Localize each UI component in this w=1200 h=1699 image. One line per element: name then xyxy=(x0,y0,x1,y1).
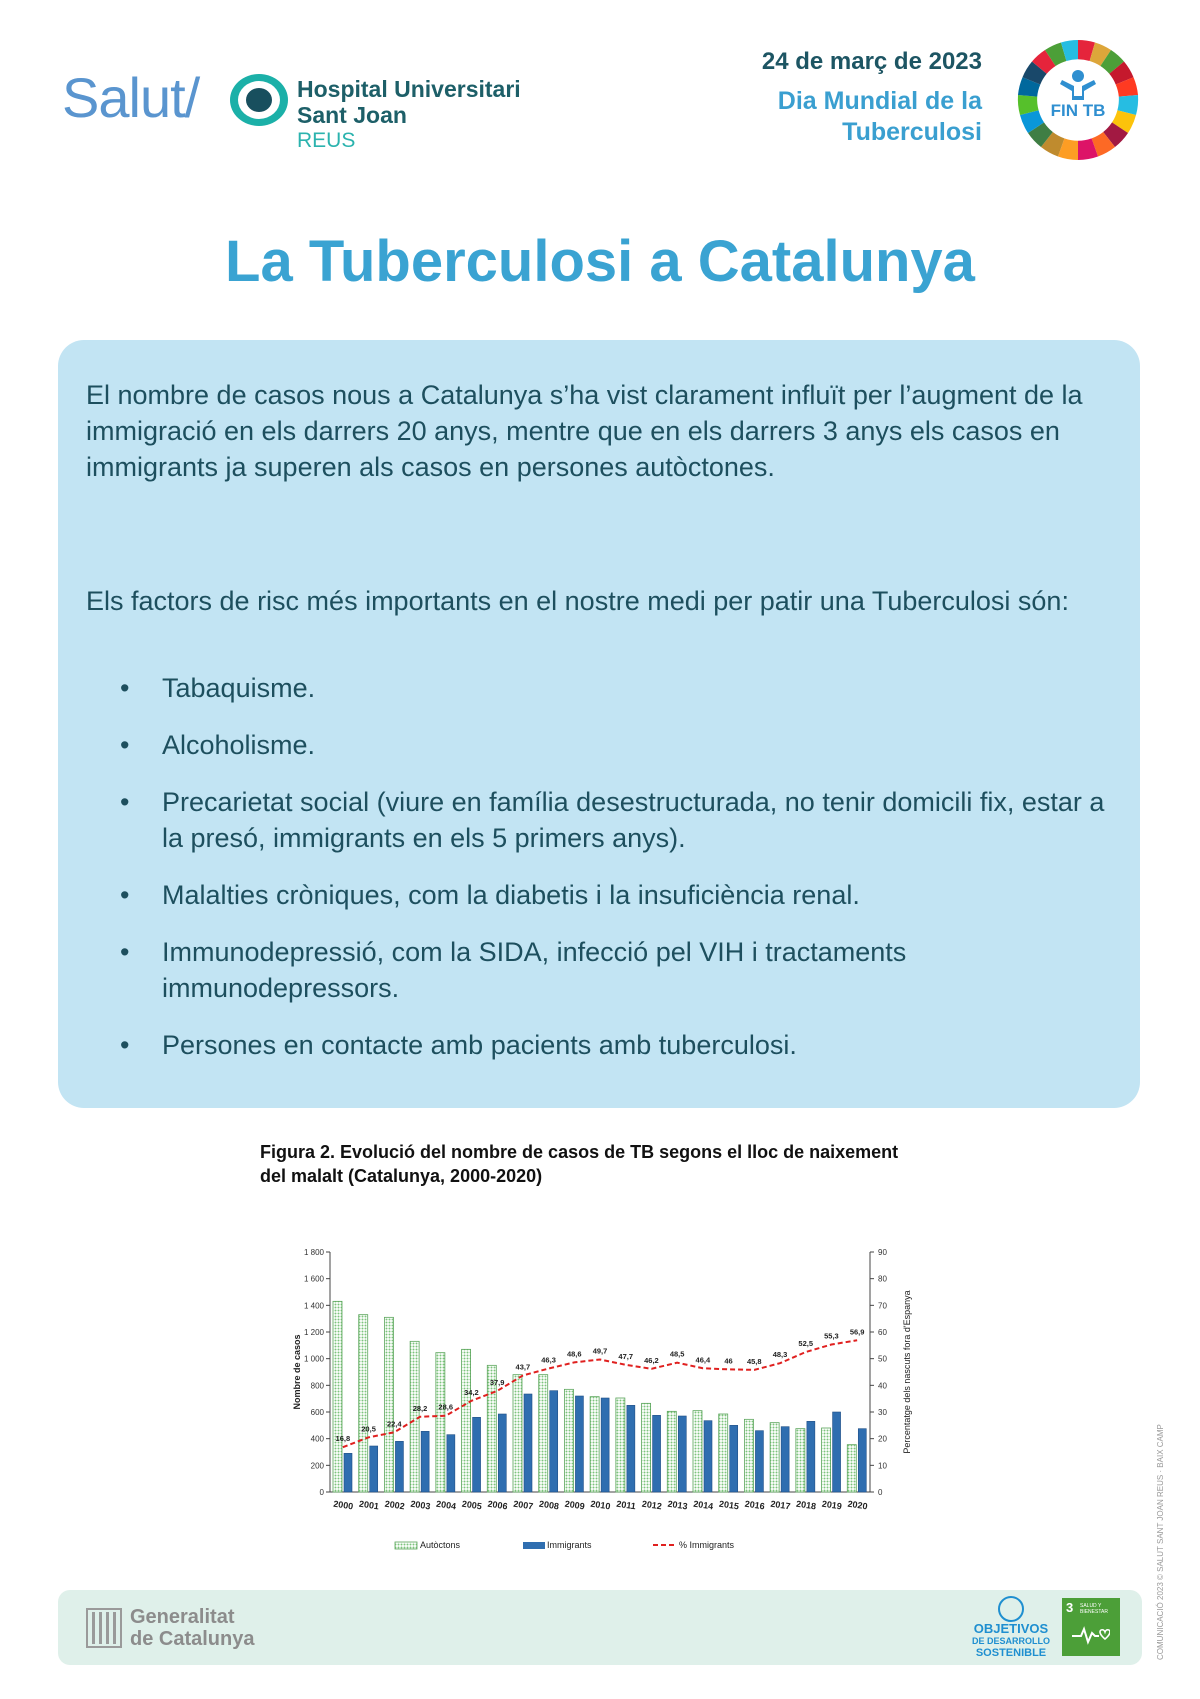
data-label-pct: 48,3 xyxy=(772,1350,788,1360)
legend-label-autoctons: Autòctons xyxy=(420,1540,461,1550)
bar-immigrants xyxy=(498,1414,506,1492)
list-item xyxy=(86,784,1126,856)
risk-factor-text: Precarietat social (viure en família desestructurada, no tenir domicili fix, estar a la presó, immigrants en els 5 primers anys). xyxy=(162,787,1105,853)
x-tick-label: 2004 xyxy=(435,1498,457,1512)
data-label-pct: 56,9 xyxy=(849,1327,865,1337)
bar-immigrants xyxy=(678,1416,686,1492)
data-label-pct: 49,7 xyxy=(592,1346,608,1356)
x-tick-label: 2020 xyxy=(846,1498,869,1512)
bar-immigrants xyxy=(601,1398,609,1492)
generalitat-line-2: de Catalunya xyxy=(130,1628,255,1650)
data-label-pct: 52,5 xyxy=(798,1339,814,1348)
bullet-icon: • xyxy=(120,730,130,760)
x-tick-label: 2005 xyxy=(461,1498,483,1512)
event-title-line-1: Dia Mundial de la xyxy=(777,87,982,115)
y-tick-label: 1 000 xyxy=(303,1354,324,1364)
bar-immigrants xyxy=(730,1425,738,1492)
y-tick-label: 0 xyxy=(319,1488,324,1497)
data-label-pct: 45,8 xyxy=(746,1356,762,1366)
risk-factor-text: Immunodepressió, com la SIDA, infecció pel VIH i tractaments immunodepressors. xyxy=(162,937,907,1003)
legend-label-pct: % Immigrants xyxy=(679,1540,735,1550)
y-tick-label: 1 800 xyxy=(303,1248,324,1257)
bar-autoctons xyxy=(384,1317,393,1492)
bar-autoctons xyxy=(564,1389,573,1492)
bar-immigrants xyxy=(395,1441,403,1492)
sdg-fin-tb-wheel-icon xyxy=(1016,38,1140,162)
figure-caption xyxy=(260,1140,980,1188)
bar-autoctons xyxy=(616,1398,625,1492)
event-title xyxy=(778,86,982,148)
risk-factors-intro: Els factors de risc més importants en el nostre medi per patir una Tuberculosi són: xyxy=(86,586,1069,616)
risk-factor-text: Persones en contacte amb pacients amb tuberculosi. xyxy=(162,1030,797,1060)
list-item xyxy=(86,1027,1126,1063)
bar-autoctons xyxy=(333,1301,342,1492)
y2-tick-label: 60 xyxy=(878,1328,887,1337)
ods-logo xyxy=(961,1596,1061,1658)
sdg3-label: SALUD Y BIENESTAR xyxy=(1080,1603,1108,1615)
y2-tick-label: 20 xyxy=(878,1434,887,1444)
bar-immigrants xyxy=(755,1431,763,1492)
x-tick-label: 2001 xyxy=(358,1498,380,1512)
x-tick-label: 2009 xyxy=(564,1498,586,1512)
bar-autoctons xyxy=(822,1428,831,1492)
legend-swatch-immigrants xyxy=(523,1542,545,1549)
x-tick-label: 2018 xyxy=(795,1498,817,1512)
x-tick-label: 2003 xyxy=(409,1498,432,1512)
y-tick-label: 1 600 xyxy=(303,1274,324,1284)
bar-autoctons xyxy=(462,1349,471,1492)
data-label-pct: 28,6 xyxy=(438,1402,454,1412)
risk-factor-text: Alcoholisme. xyxy=(162,730,316,760)
page-title: La Tuberculosi a Catalunya xyxy=(225,229,975,294)
y-tick-label: 800 xyxy=(310,1381,324,1391)
bar-immigrants xyxy=(704,1421,712,1492)
y2-tick-label: 70 xyxy=(878,1301,887,1311)
event-date: 24 de març de 2023 xyxy=(761,48,982,75)
tb-cases-chart xyxy=(280,1240,920,1570)
side-note-text: COMUNICACIÓ 2023 © SALUT SANT JOAN REUS · BAIX CAMP xyxy=(1156,1424,1165,1660)
x-tick-label: 2012 xyxy=(641,1498,663,1512)
ods-line-3: SOSTENIBLE xyxy=(975,1647,1047,1659)
y2-tick-label: 80 xyxy=(878,1274,887,1284)
bar-immigrants xyxy=(627,1405,635,1492)
bar-immigrants xyxy=(833,1412,841,1492)
footer xyxy=(58,1590,1142,1665)
data-label-pct: 28,2 xyxy=(412,1403,428,1413)
hospital-line-2: Sant Joan xyxy=(297,102,407,128)
list-item xyxy=(86,877,1126,913)
y2-tick-label: 50 xyxy=(878,1354,887,1364)
bar-immigrants xyxy=(781,1427,789,1492)
risk-factor-text: Tabaquisme. xyxy=(162,673,316,703)
x-tick-label: 2000 xyxy=(332,1498,354,1512)
y-tick-label: 1 200 xyxy=(303,1328,324,1337)
sdg3-number: 3 xyxy=(1066,1600,1074,1615)
bar-autoctons xyxy=(436,1353,445,1492)
data-label-pct: 48,5 xyxy=(669,1349,685,1359)
hospital-logo-icon xyxy=(228,72,290,128)
bar-autoctons xyxy=(642,1403,651,1492)
generalitat-name xyxy=(130,1606,254,1650)
bar-immigrants xyxy=(473,1417,481,1492)
legend-swatch-autoctons xyxy=(395,1542,417,1549)
x-tick-label: 2008 xyxy=(538,1498,560,1512)
y-axis-label: Nombre de casos xyxy=(292,1334,302,1410)
bar-immigrants xyxy=(524,1394,532,1492)
bar-immigrants xyxy=(344,1453,352,1492)
data-label-pct: 46,2 xyxy=(644,1355,659,1365)
bar-immigrants xyxy=(807,1421,815,1492)
bullet-icon: • xyxy=(120,937,130,967)
data-label-pct: 46,4 xyxy=(695,1355,711,1365)
x-tick-label: 2019 xyxy=(821,1498,843,1512)
hospital-name xyxy=(297,76,521,154)
figure-caption-line-2: del malalt (Catalunya, 2000-2020) xyxy=(260,1166,543,1186)
y2-tick-label: 90 xyxy=(878,1248,887,1257)
x-tick-label: 2013 xyxy=(666,1498,689,1512)
data-label-pct: 46,3 xyxy=(541,1355,556,1365)
bar-autoctons xyxy=(796,1429,805,1492)
bar-immigrants xyxy=(858,1429,866,1492)
y-tick-label: 1 400 xyxy=(303,1301,324,1311)
bar-autoctons xyxy=(513,1375,522,1492)
hospital-line-1: Hospital Universitari xyxy=(297,76,521,102)
data-label-pct: 48,6 xyxy=(566,1349,582,1359)
y2-tick-label: 40 xyxy=(878,1381,887,1391)
salut-brand: Salut/ xyxy=(62,66,200,129)
generalitat-logo-icon xyxy=(86,1608,122,1648)
y-tick-label: 600 xyxy=(310,1408,324,1417)
bar-autoctons xyxy=(693,1411,702,1492)
bar-immigrants xyxy=(575,1396,583,1492)
x-tick-label: 2017 xyxy=(769,1498,792,1512)
bullet-icon: • xyxy=(120,880,130,910)
x-tick-label: 2002 xyxy=(384,1498,406,1512)
bullet-icon: • xyxy=(120,787,130,817)
bar-autoctons xyxy=(719,1414,728,1492)
fin-tb-logo-text: FIN TB xyxy=(1050,101,1106,120)
bar-immigrants xyxy=(653,1415,661,1492)
info-box xyxy=(58,340,1140,1108)
data-label-pct: 16,8 xyxy=(335,1434,351,1444)
bar-autoctons xyxy=(410,1341,419,1492)
y-tick-label: 200 xyxy=(310,1461,324,1471)
y2-tick-label: 10 xyxy=(878,1461,887,1471)
bar-immigrants xyxy=(550,1391,558,1492)
list-item xyxy=(86,727,1126,763)
data-label-pct: 43,7 xyxy=(515,1362,531,1372)
x-tick-label: 2014 xyxy=(692,1498,714,1512)
intro-paragraph: El nombre de casos nous a Catalunya s’ha vist clarament influït per l’augment de la immigració en els darrers 20 anys, mentre que en els darrers 3 anys els casos en immigrants ja superen als casos en persones autòctones. xyxy=(86,380,1083,482)
x-tick-label: 2006 xyxy=(486,1498,509,1512)
event-title-line-2: Tuberculosi xyxy=(842,118,982,146)
data-label-pct: 55,3 xyxy=(824,1331,839,1341)
bar-autoctons xyxy=(744,1419,753,1492)
x-tick-label: 2010 xyxy=(589,1498,612,1512)
x-tick-label: 2015 xyxy=(718,1498,740,1512)
bar-autoctons xyxy=(539,1375,548,1492)
y2-tick-label: 0 xyxy=(878,1488,883,1497)
side-note xyxy=(1156,1395,1170,1660)
x-tick-label: 2016 xyxy=(744,1498,766,1512)
bar-autoctons xyxy=(590,1397,599,1492)
risk-factor-text: Malalties cròniques, com la diabetis i la insuficiència renal. xyxy=(162,880,860,910)
hospital-line-3: REUS xyxy=(297,129,356,152)
bullet-icon: • xyxy=(120,673,130,703)
y2-axis-label: Percentatge dels nascuts fora d'Espanya xyxy=(902,1290,912,1454)
x-tick-label: 2011 xyxy=(615,1498,637,1512)
un-emblem-icon xyxy=(998,1596,1024,1622)
bar-autoctons xyxy=(847,1445,856,1492)
ods-line-1: OBJETIVOS xyxy=(973,1621,1049,1636)
sdg3-badge xyxy=(1062,1598,1120,1656)
bar-immigrants xyxy=(447,1435,455,1492)
bullet-icon: • xyxy=(120,1030,130,1060)
data-label-pct: 20,5 xyxy=(361,1424,376,1434)
legend-label-immigrants: Immigrants xyxy=(547,1540,592,1550)
data-label-pct: 22,4 xyxy=(386,1419,402,1429)
generalitat-line-1: Generalitat xyxy=(130,1606,235,1628)
figure-caption-line-1: Figura 2. Evolució del nombre de casos de TB segons el lloc de naixement xyxy=(260,1142,899,1162)
data-label-pct: 37,9 xyxy=(489,1377,505,1387)
bar-autoctons xyxy=(359,1315,368,1492)
data-label-pct: 47,7 xyxy=(618,1351,634,1361)
list-item xyxy=(86,934,1126,1006)
bar-autoctons xyxy=(770,1423,779,1492)
x-tick-label: 2007 xyxy=(512,1498,534,1512)
y2-tick-label: 30 xyxy=(878,1408,887,1417)
risk-factor-list xyxy=(86,670,1126,1084)
data-label-pct: 46 xyxy=(724,1356,733,1366)
data-label-pct: 34,2 xyxy=(464,1387,479,1397)
list-item xyxy=(86,670,1126,706)
bar-autoctons xyxy=(667,1411,676,1492)
heartbeat-icon xyxy=(1072,1624,1110,1646)
y-tick-label: 400 xyxy=(310,1434,324,1444)
ods-line-2: DE DESARROLLO xyxy=(971,1636,1050,1646)
bar-immigrants xyxy=(370,1446,378,1492)
bar-immigrants xyxy=(421,1431,429,1492)
